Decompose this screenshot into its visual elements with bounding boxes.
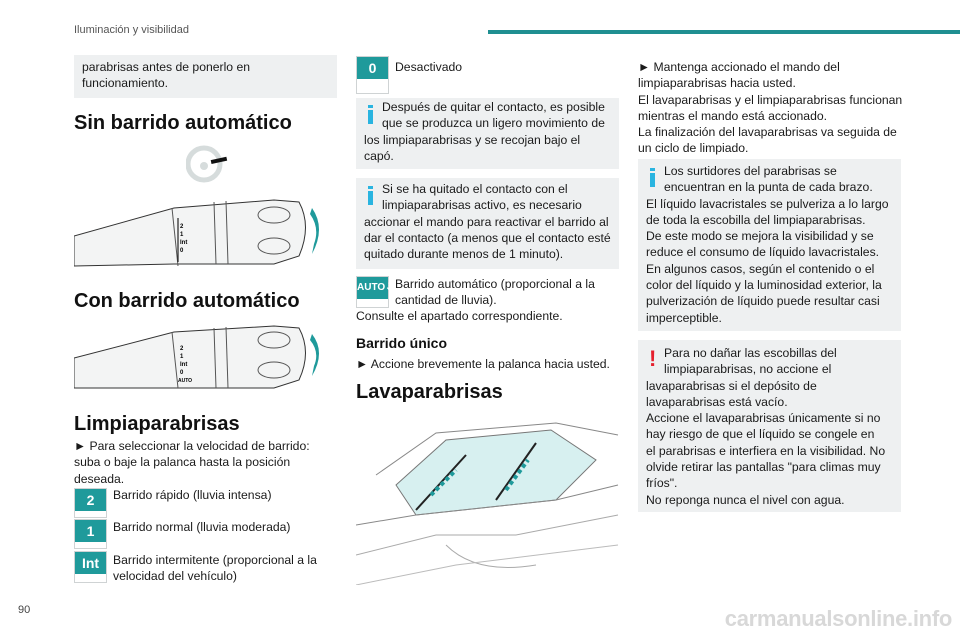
speed-badge-2: 2	[74, 488, 107, 518]
text-line: encuentran en la punta de cada brazo.	[664, 180, 873, 195]
washer-instructions	[638, 59, 902, 157]
wiper-stalk-auto-illustration	[74, 322, 324, 394]
info-text	[646, 163, 889, 326]
text-line: Desactivado	[395, 60, 463, 74]
warning-text	[646, 345, 885, 508]
text-line: fríos".	[646, 476, 678, 491]
text-line: Para no dañar las escobillas del	[664, 346, 837, 360]
note-text	[82, 59, 250, 92]
mode-intermittent-text	[113, 552, 317, 585]
info-box-reactivate	[356, 178, 619, 269]
speed-badge-int: Int	[74, 551, 107, 583]
text-line: cantidad de lluvia).	[395, 293, 497, 308]
speed-instruction	[74, 438, 310, 487]
text-line: Barrido rápido (lluvia intensa)	[113, 488, 272, 502]
text-line: Después de quitar el contacto, es posible	[382, 100, 605, 114]
auto-badge: AUTO⇣	[356, 276, 389, 308]
text-line: El lavaparabrisas y el limpiaparabrisas funcionan	[638, 92, 903, 107]
svg-text:2: 2	[180, 346, 184, 352]
info-text	[364, 99, 605, 164]
svg-text:AUTO: AUTO	[178, 378, 193, 384]
heading-auto-wipe: Con barrido automático	[74, 290, 300, 312]
text-line: de toda la escobilla del limpiaparabrisas.	[646, 212, 866, 227]
text-line: lavaparabrisas si el depósito de	[646, 378, 817, 393]
text-line: los limpiaparabrisas y se recojan bajo el	[364, 132, 581, 147]
text-line: limpiaparabrisas hacia usted.	[638, 76, 796, 91]
mode-off-text	[395, 59, 462, 75]
mode-auto-text	[395, 276, 595, 309]
heading-single-wipe: Barrido único	[356, 335, 448, 351]
text-line: olvide retirar las pantallas "para climas muy	[646, 460, 881, 475]
heading-no-auto-wipe: Sin barrido automático	[74, 112, 292, 134]
text-line: Barrido intermitente (proporcional a la	[113, 553, 317, 567]
section-title: Iluminación y visibilidad	[74, 24, 189, 36]
wiper-stalk-illustration	[74, 196, 324, 274]
svg-text:1: 1	[180, 232, 184, 238]
info-box-jets	[638, 159, 901, 331]
heading-washer: Lavaparabrisas	[356, 381, 503, 403]
text-line: Barrido normal (lluvia moderada)	[113, 520, 291, 534]
text-line: Barrido automático (proporcional a la	[395, 277, 595, 291]
text-line: color del líquido y la luminosidad exterior, la	[646, 278, 882, 293]
text-line: reduce el consumo de líquido lavacristales.	[646, 245, 880, 260]
info-box-after-ignition	[356, 98, 619, 169]
svg-text:0: 0	[180, 248, 184, 254]
text-line: El líquido lavacristales se pulveriza a lo largo	[646, 196, 889, 211]
text-line: En algunos casos, según el contenido o el	[646, 261, 875, 276]
text-line: dar el contacto (a menos que el contacto esté	[364, 230, 611, 245]
text-line: Los surtidores del parabrisas se	[664, 164, 837, 178]
text-line: accionar el mando para reactivar el barrido al	[364, 214, 609, 229]
svg-text:2: 2	[180, 224, 184, 230]
see-section-text: Consulte el apartado correspondiente.	[356, 309, 563, 323]
page-number: 90	[18, 604, 31, 616]
text-line: pulverización de líquido puede resultar casi	[646, 294, 880, 309]
text-line: parabrisas antes de ponerlo en	[82, 60, 251, 74]
mode-fast-text	[113, 487, 272, 503]
windscreen-washer-illustration	[356, 415, 619, 585]
text-line: Accione el lavaparabrisas únicamente si no	[646, 411, 881, 426]
text-line: La finalización del lavaparabrisas va seguida de	[638, 125, 897, 140]
text-line: limpiaparabrisas, no accione el	[664, 362, 832, 377]
text-line: velocidad del vehículo)	[113, 569, 237, 584]
text-line: imperceptible.	[646, 310, 722, 325]
svg-text:Int: Int	[180, 240, 188, 246]
text-line: hay riesgo de que el líquido se congele en	[646, 427, 875, 442]
info-text	[364, 181, 611, 262]
speed-badge-0: 0	[356, 56, 389, 94]
text-line: capó.	[364, 148, 394, 163]
heading-wipers: Limpiaparabrisas	[74, 413, 240, 435]
mode-normal-text	[113, 519, 290, 535]
text-line: lavaparabrisas está vacío.	[646, 394, 788, 409]
text-line: funcionamiento.	[82, 76, 169, 91]
svg-text:0: 0	[180, 370, 184, 376]
watermark: carmanualsonline.info	[724, 606, 952, 631]
text-line: suba o baje la palanca hasta la posición	[74, 455, 291, 470]
single-wipe-text: ► Accione brevemente la palanca hacia usted.	[356, 357, 610, 371]
svg-text:1: 1	[180, 354, 184, 360]
continued-note-box	[74, 55, 337, 98]
warning-icon: !	[649, 346, 657, 371]
text-line: quitado durante menos de 1 minuto).	[364, 247, 564, 262]
speed-badge-1: 1	[74, 519, 107, 549]
text-line: un ciclo de limpiado.	[638, 141, 749, 156]
text-line: limpiaparabrisas activo, es necesario	[382, 198, 582, 213]
text-line: mientras el mando está accionado.	[638, 108, 828, 123]
text-line: que se produzca un ligero movimiento de	[382, 116, 605, 131]
text-line: No reponga nunca el nivel con agua.	[646, 492, 845, 507]
header-accent-bar	[488, 30, 960, 34]
text-line: Si se ha quitado el contacto con el	[382, 182, 568, 196]
text-line: ► Mantenga accionado el mando del	[638, 60, 840, 74]
text-line: ► Para seleccionar la velocidad de barrido:	[74, 439, 310, 453]
warning-box	[638, 340, 901, 512]
text-line: deseada.	[74, 471, 125, 486]
svg-text:Int: Int	[180, 362, 188, 368]
text-line: el parabrisas e interfiera en la visibilidad. No	[646, 443, 886, 458]
text-line: De este modo se mejora la visibilidad y se	[646, 229, 874, 244]
steering-wheel-icon	[186, 144, 246, 188]
